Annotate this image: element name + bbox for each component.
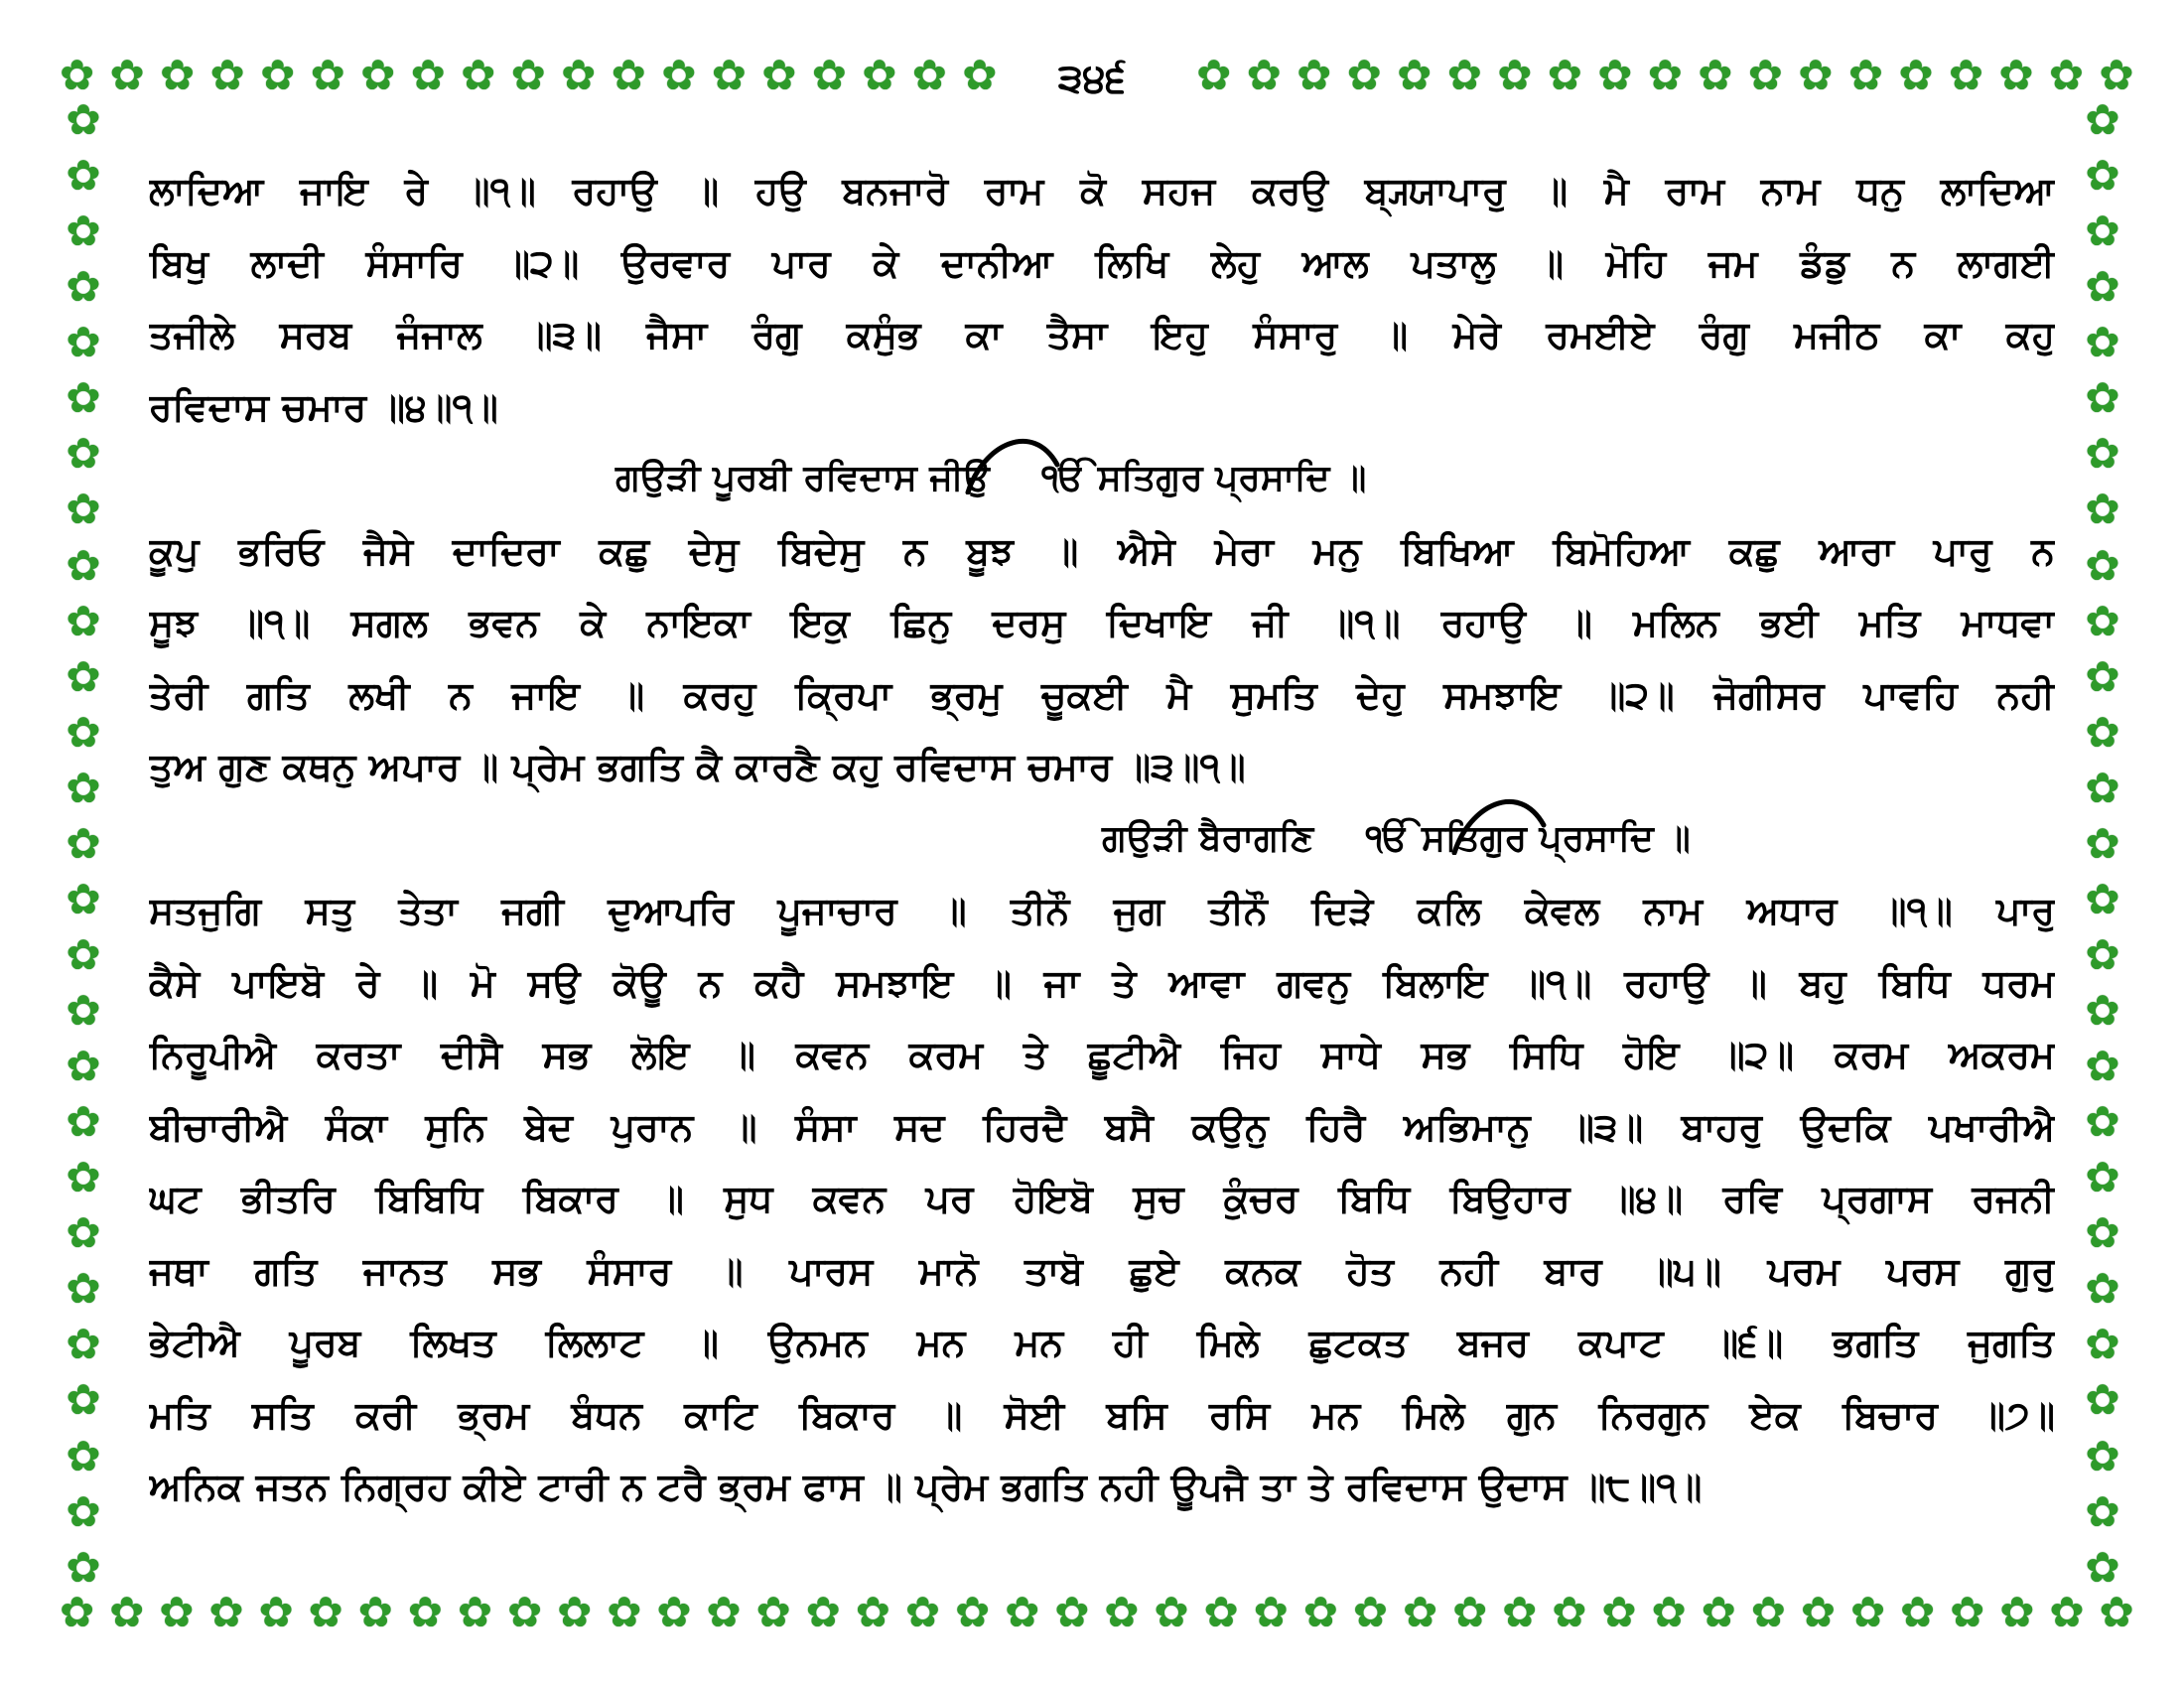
flower-vine-icon: ✿ [661, 51, 697, 99]
flower-vine-icon: ✿ [711, 51, 747, 99]
flower-vine-icon: ✿ [109, 51, 145, 99]
flower-vine-icon: ✿ [66, 373, 101, 423]
flower-vine-icon: ✿ [2085, 763, 2120, 812]
flower-vine-icon: ✿ [1601, 1588, 1637, 1636]
flower-vine-icon: ✿ [1898, 51, 1934, 99]
flower-vine-icon: ✿ [1701, 1588, 1736, 1636]
flower-vine-icon: ✿ [862, 51, 897, 99]
flower-vine-icon: ✿ [66, 763, 101, 812]
flower-vine-icon: ✿ [755, 1588, 791, 1636]
flower-vine-icon: ✿ [2048, 51, 2085, 99]
flower-vine-icon: ✿ [2085, 818, 2120, 868]
raag-title: ਗਉੜੀ ਪੂਰਬੀ ਰਵਿਦਾਸ ਜੀਉ [615, 458, 990, 498]
flower-vine-icon: ✿ [1950, 1588, 1985, 1636]
flower-vine-icon: ✿ [66, 207, 101, 256]
flower-vine-icon: ✿ [2085, 874, 2120, 923]
shabad-heading [149, 803, 2055, 876]
flower-vine-icon: ✿ [611, 51, 646, 99]
flower-vine-icon: ✿ [1104, 1588, 1140, 1636]
shabad-heading [149, 443, 2055, 515]
flower-vine-icon: ✿ [66, 262, 101, 312]
flower-vine-icon: ✿ [66, 1375, 101, 1425]
flower-vine-icon: ✿ [410, 51, 446, 99]
flower-vine-icon: ✿ [66, 1097, 101, 1147]
text-line: ਲਾਦਿਆ ਜਾਇ ਰੇ ॥੧॥ ਰਹਾਉ ॥ ਹਉ ਬਨਜਾਰੋ ਰਾਮ ਕੋ ਸਹਜ ਕਰਉ ਬ੍ਯ੍ਯਾਪਾਰੁ ॥ ਮੈ ਰਾਮ ਨਾਮ ਧਨੁ ਲਾਦਿਆ [149, 169, 2055, 212]
flower-vine-icon: ✿ [2085, 1486, 2120, 1536]
flower-vine-icon: ✿ [1750, 1588, 1786, 1636]
flower-vine-icon: ✿ [66, 986, 101, 1035]
flower-vine-icon: ✿ [360, 51, 396, 99]
flower-vine-icon: ✿ [2085, 1542, 2120, 1592]
flower-vine-icon: ✿ [260, 51, 296, 99]
flower-vine-icon: ✿ [1397, 51, 1433, 99]
flower-vine-icon: ✿ [2085, 95, 2120, 144]
flower-vine-icon: ✿ [66, 929, 101, 979]
flower-vine-icon: ✿ [1005, 1588, 1040, 1636]
flower-vine-icon: ✿ [1246, 51, 1282, 99]
flower-vine-icon: ✿ [66, 1320, 101, 1369]
flower-vine-icon: ✿ [2085, 151, 2120, 201]
flower-vine-icon: ✿ [561, 51, 597, 99]
flower-vine-icon: ✿ [1154, 1588, 1189, 1636]
flower-vine-icon: ✿ [1849, 1588, 1886, 1636]
flower-vine-icon: ✿ [1547, 51, 1582, 99]
flower-vine-icon: ✿ [1297, 51, 1332, 99]
flower-vine-icon: ✿ [904, 1588, 941, 1636]
flower-vine-icon: ✿ [2085, 1153, 2120, 1202]
flower-vine-icon: ✿ [1497, 51, 1533, 99]
flower-vine-icon: ✿ [1552, 1588, 1587, 1636]
flower-vine-icon: ✿ [66, 95, 101, 144]
flower-vine-icon: ✿ [2085, 1264, 2120, 1314]
text-line: ਤੁਅ ਗੁਣ ਕਥਨੁ ਅਪਾਰ ॥ ਪ੍ਰੇਮ ਭਗਤਿ ਕੈ ਕਾਰਣੈ ਕਹੁ ਰਵਿਦਾਸ ਚਮਾਰ ॥੩॥੧॥ [149, 745, 1246, 788]
flower-vine-icon: ✿ [2085, 986, 2120, 1035]
flower-vine-icon: ✿ [2085, 1431, 2120, 1480]
flower-vine-icon: ✿ [1597, 51, 1633, 99]
flower-vine-icon: ✿ [1502, 1588, 1538, 1636]
flower-vine-icon: ✿ [66, 1042, 101, 1091]
text-line: ਅਨਿਕ ਜਤਨ ਨਿਗ੍ਰਹ ਕੀਏ ਟਾਰੀ ਨ ਟਰੈ ਭ੍ਰਮ ਫਾਸ ॥ ਪ੍ਰੇਮ ਭਗਤਿ ਨਹੀ ਊਪਜੈ ਤਾ ਤੇ ਰਵਿਦਾਸ ਉਦਾਸ ॥੮॥੧॥ [149, 1465, 1703, 1508]
flower-vine-icon: ✿ [2085, 929, 2120, 979]
flower-vine-icon: ✿ [962, 51, 998, 99]
text-line: ਕੈਸੇ ਪਾਇਬੋ ਰੇ ॥ ਮੋ ਸਉ ਕੋਊ ਨ ਕਹੈ ਸਮਝਾਇ ॥ ਜਾ ਤੇ ਆਵਾ ਗਵਨੁ ਬਿਲਾਇ ॥੧॥ ਰਹਾਉ ॥ ਬਹੁ ਬਿਧਿ ਧਰਮ [149, 960, 2055, 1005]
flower-vine-icon: ✿ [208, 1588, 244, 1636]
flower-vine-icon: ✿ [656, 1588, 692, 1636]
flower-vine-icon: ✿ [2085, 1375, 2120, 1425]
text-line: ਘਟ ਭੀਤਰਿ ਬਿਬਿਧਿ ਬਿਕਾਰ ॥ ਸੁਧ ਕਵਨ ਪਰ ਹੋਇਬੋ ਸੁਚ ਕੁੰਚਰ ਬਿਧਿ ਬਿਉਹਾਰ ॥੪॥ ਰਵਿ ਪ੍ਰਗਾਸ ਰਜਨੀ [149, 1177, 2055, 1220]
flower-vine-icon: ✿ [60, 1588, 95, 1636]
flower-vine-icon: ✿ [510, 51, 546, 99]
flower-vine-icon: ✿ [2085, 373, 2120, 423]
flower-vine-icon: ✿ [2085, 1097, 2120, 1147]
flower-vine-icon: ✿ [258, 1588, 294, 1636]
flower-vine-icon: ✿ [506, 1588, 543, 1636]
flower-vine-icon: ✿ [1900, 1588, 1936, 1636]
text-line: ਤੇਰੀ ਗਤਿ ਲਖੀ ਨ ਜਾਇ ॥ ਕਰਹੁ ਕ੍ਰਿਪਾ ਭ੍ਰਮੁ ਚੂਕਈ ਮੈ ਸੁਮਤਿ ਦੇਹੁ ਸਮਝਾਇ ॥੨॥ ਜੋਗੀਸਰ ਪਾਵਹਿ ਨਹੀ [149, 672, 2055, 717]
text-line: ਕੂਪੁ ਭਰਿਓ ਜੈਸੇ ਦਾਦਿਰਾ ਕਛੁ ਦੇਸੁ ਬਿਦੇਸੁ ਨ ਬੂਝ ॥ ਐਸੇ ਮੇਰਾ ਮਨੁ ਬਿਖਿਆ ਬਿਮੋਹਿਆ ਕਛੁ ਆਰਾ ਪਾਰੁ ਨ [149, 528, 2055, 573]
text-line: ਨਿਰੂਪੀਐ ਕਰਤਾ ਦੀਸੈ ਸਭ ਲੋਇ ॥ ਕਵਨ ਕਰਮ ਤੇ ਛੂਟੀਐ ਜਿਹ ਸਾਧੇ ਸਭ ਸਿਧਿ ਹੋਇ ॥੨॥ ਕਰਮ ਅਕਰਮ [149, 1033, 2055, 1076]
flower-vine-icon: ✿ [66, 874, 101, 923]
scripture-text [149, 155, 2055, 1523]
flower-vine-icon: ✿ [2085, 485, 2120, 534]
flower-vine-icon: ✿ [66, 1431, 101, 1480]
flower-vine-icon: ✿ [2085, 1208, 2120, 1258]
flower-vine-icon: ✿ [66, 707, 101, 757]
text-line: ਰਵਿਦਾਸ ਚਮਾਰ ॥੪॥੧॥ [149, 384, 498, 429]
flower-vine-icon: ✿ [1452, 1588, 1488, 1636]
flower-vine-icon: ✿ [357, 1588, 393, 1636]
flower-vine-icon: ✿ [2085, 429, 2120, 479]
flower-vine-icon: ✿ [2099, 1588, 2134, 1636]
text-line: ਬਿਖੁ ਲਾਦੀ ਸੰਸਾਰਿ ॥੨॥ ਉਰਵਾਰ ਪਾਰ ਕੇ ਦਾਨੀਆ ਲਿਖਿ ਲੇਹੁ ਆਲ ਪਤਾਲੁ ॥ ਮੋਹਿ ਜਮ ਡੰਡੁ ਨ ਲਾਗਈ [149, 240, 2055, 285]
ek-onkar-arc-icon [963, 425, 1072, 494]
flower-vine-icon: ✿ [2049, 1588, 2085, 1636]
flower-vine-icon: ✿ [1698, 51, 1733, 99]
flower-vine-icon: ✿ [954, 1588, 991, 1636]
flower-vine-icon: ✿ [557, 1588, 593, 1636]
flower-vine-icon: ✿ [2085, 262, 2120, 312]
flower-vine-icon: ✿ [2085, 651, 2120, 701]
flower-vine-icon: ✿ [308, 1588, 343, 1636]
flower-vine-icon: ✿ [706, 1588, 742, 1636]
flower-vine-icon: ✿ [1800, 1588, 1837, 1636]
flower-vine-icon: ✿ [2085, 1320, 2120, 1369]
flower-vine-icon: ✿ [1798, 51, 1834, 99]
left-floral-border [56, 95, 111, 1592]
flower-vine-icon: ✿ [407, 1588, 443, 1636]
text-line: ਬੀਚਾਰੀਐ ਸੰਕਾ ਸੁਨਿ ਬੇਦ ਪੁਰਾਨ ॥ ਸੰਸਾ ਸਦ ਹਿਰਦੈ ਬਸੈ ਕਉਨੁ ਹਿਰੈ ਅਭਿਮਾਨੁ ॥੩॥ ਬਾਹਰੁ ਉਦਕਿ ਪਖਾਰੀਐ [149, 1104, 2055, 1149]
flower-vine-icon: ✿ [66, 1208, 101, 1258]
flower-vine-icon: ✿ [2085, 1042, 2120, 1091]
flower-vine-icon: ✿ [1346, 51, 1382, 99]
text-line: ਭੇਟੀਐ ਪੂਰਬ ਲਿਖਤ ਲਿਲਾਟ ॥ ਉਨਮਨ ਮਨ ਮਨ ਹੀ ਮਿਲੇ ਛੁਟਕਤ ਬਜਰ ਕਪਾਟ ॥੬॥ ਭਗਤਿ ਜੁਗਤਿ [149, 1321, 2055, 1364]
text-line: ਤਜੀਲੇ ਸਰਬ ਜੰਜਾਲ ॥੩॥ ਜੈਸਾ ਰੰਗੁ ਕਸੁੰਭ ਕਾ ਤੈਸਾ ਇਹੁ ਸੰਸਾਰੁ ॥ ਮੇਰੇ ਰਮਈਏ ਰੰਗੁ ਮਜੀਠ ਕਾ ਕਹੁ [149, 313, 2055, 356]
flower-vine-icon: ✿ [1998, 51, 2034, 99]
flower-vine-icon: ✿ [1352, 1588, 1389, 1636]
flower-vine-icon: ✿ [160, 51, 196, 99]
flower-vine-icon: ✿ [1302, 1588, 1338, 1636]
flower-vine-icon: ✿ [811, 51, 847, 99]
text-line: ਸੂਝ ॥੧॥ ਸਗਲ ਭਵਨ ਕੇ ਨਾਇਕਾ ਇਕੁ ਛਿਨੁ ਦਰਸੁ ਦਿਖਾਇ ਜੀ ॥੧॥ ਰਹਾਉ ॥ ਮਲਿਨ ਭਈ ਮਤਿ ਮਾਧਵਾ [149, 601, 2055, 644]
flower-vine-icon: ✿ [1647, 51, 1683, 99]
flower-vine-icon: ✿ [805, 1588, 841, 1636]
flower-vine-icon: ✿ [461, 51, 496, 99]
flower-vine-icon: ✿ [2085, 596, 2120, 645]
bottom-floral-border [60, 1585, 2134, 1640]
mool-mantar: ੴ ਸਤਿਗੁਰ ਪ੍ਰਸਾਦਿ ॥ [1041, 458, 1367, 498]
flower-vine-icon: ✿ [66, 1153, 101, 1202]
flower-vine-icon: ✿ [1446, 51, 1482, 99]
flower-vine-icon: ✿ [2085, 207, 2120, 256]
flower-vine-icon: ✿ [2085, 540, 2120, 590]
flower-vine-icon: ✿ [1847, 51, 1884, 99]
raag-title: ਗਉੜੀ ਬੈਰਾਗਣਿ [1102, 817, 1314, 859]
flower-vine-icon: ✿ [66, 651, 101, 701]
flower-vine-icon: ✿ [2085, 318, 2120, 367]
flower-vine-icon: ✿ [1948, 51, 1984, 99]
flower-vine-icon: ✿ [855, 1588, 890, 1636]
flower-vine-icon: ✿ [1253, 1588, 1289, 1636]
flower-vine-icon: ✿ [209, 51, 245, 99]
flower-vine-icon: ✿ [457, 1588, 493, 1636]
right-floral-border [2075, 95, 2130, 1592]
flower-vine-icon: ✿ [66, 1264, 101, 1314]
ek-onkar-arc-icon [1449, 785, 1559, 855]
flower-vine-icon: ✿ [1196, 51, 1232, 99]
flower-vine-icon: ✿ [310, 51, 345, 99]
flower-vine-icon: ✿ [1747, 51, 1783, 99]
page-number: ੩੪੬ [1057, 56, 1127, 101]
flower-vine-icon: ✿ [2099, 51, 2134, 99]
flower-vine-icon: ✿ [66, 429, 101, 479]
flower-vine-icon: ✿ [66, 540, 101, 590]
flower-vine-icon: ✿ [66, 818, 101, 868]
text-line: ਜਥਾ ਗਤਿ ਜਾਨਤ ਸਭ ਸੰਸਾਰ ॥ ਪਾਰਸ ਮਾਨੋ ਤਾਬੋ ਛੁਏ ਕਨਕ ਹੋਤ ਨਹੀ ਬਾਰ ॥੫॥ ਪਰਮ ਪਰਸ ਗੁਰੁ [149, 1248, 2055, 1293]
flower-vine-icon: ✿ [2085, 707, 2120, 757]
flower-vine-icon: ✿ [911, 51, 947, 99]
flower-vine-icon: ✿ [761, 51, 797, 99]
flower-vine-icon: ✿ [159, 1588, 195, 1636]
flower-vine-icon: ✿ [607, 1588, 642, 1636]
text-line: ਸਤਜੁਗਿ ਸਤੁ ਤੇਤਾ ਜਗੀ ਦੁਆਪਰਿ ਪੂਜਾਚਾਰ ॥ ਤੀਨੌ ਜੁਗ ਤੀਨੌ ਦਿੜੇ ਕਲਿ ਕੇਵਲ ਨਾਮ ਅਧਾਰ ॥੧॥ ਪਾਰੁ [149, 889, 2055, 932]
flower-vine-icon: ✿ [109, 1588, 145, 1636]
flower-vine-icon: ✿ [66, 596, 101, 645]
flower-vine-icon: ✿ [1999, 1588, 2035, 1636]
flower-vine-icon: ✿ [1203, 1588, 1239, 1636]
flower-vine-icon: ✿ [66, 318, 101, 367]
mool-mantar: ੴ ਸਤਿਗੁਰ ਪ੍ਰਸਾਦਿ ॥ [1365, 817, 1691, 859]
text-line: ਮਤਿ ਸਤਿ ਕਰੀ ਭ੍ਰਮ ਬੰਧਨ ਕਾਟਿ ਬਿਕਾਰ ॥ ਸੋਈ ਬਸਿ ਰਸਿ ਮਨ ਮਿਲੇ ਗੁਨ ਨਿਰਗੁਨ ਏਕ ਬਿਚਾਰ ॥੭॥ [149, 1392, 2055, 1437]
flower-vine-icon: ✿ [1054, 1588, 1090, 1636]
flower-vine-icon: ✿ [66, 151, 101, 201]
flower-vine-icon: ✿ [1402, 1588, 1438, 1636]
flower-vine-icon: ✿ [60, 51, 95, 99]
flower-vine-icon: ✿ [66, 485, 101, 534]
flower-vine-icon: ✿ [66, 1542, 101, 1592]
flower-vine-icon: ✿ [66, 1486, 101, 1536]
flower-vine-icon: ✿ [1651, 1588, 1687, 1636]
